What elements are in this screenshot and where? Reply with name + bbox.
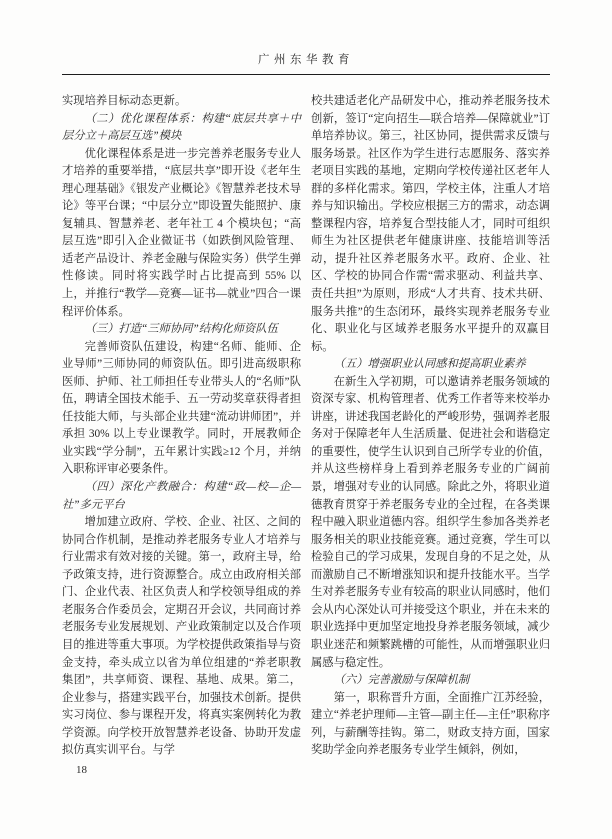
right-column bbox=[311, 93, 550, 760]
paragraph: 完善师资队伍建设，构建“名师、能师、企业导师”三师协同的师资队伍。即引进高级职称医师、护师、社工师担任专业带头人的“名师”队伍，聘请全国技术能手、五一劳动奖章获得者担任技能大师，与头部企业共建“流动讲师团”，并承担 30% 以上专业课教学。同时，开展教师企业实践“学分制”，五年累计实践≥12 个月，并纳入职称评审必要条件。 bbox=[62, 340, 301, 476]
section-heading-5: （五）增强职业认同感和提高职业素养 bbox=[333, 358, 526, 371]
paragraph-continuation: 校共建适老化产品研发中心，推动养老服务技术创新，签订“定向招生—联合培养—保障就业”订单培养协议。第三，社区协同，提供需求反馈与服务场景。社区作为学生进行志愿服务、落实养老项目实践的基地，定期向学校传递社区老年人群的多样化需求。第四，学校主体，注重人才培养与知识输出。学校应根据三方的需求，动态调整课程内容，培养复合型技能人才，同时可组织师生为社区提供老年健康讲座、技能培训等活动，提升社区养老服务水平。政府、企业、社区、学校的协同合作需“需求驱动、利益共享、责任共担”为原则，形成“人才共育、技术共研、服务共推”的生态闭环，最终实现养老服务专业化、职业化与区域养老服务水平提升的双赢目标。 bbox=[311, 95, 550, 353]
paragraph: 优化课程体系是进一步完善养老服务专业人才培养的重要举措，“底层共享”即开设《老年生理心理基础》《银发产业概论》《智慧养老技术导论》等平台课；“中层分立”即设置失能照护、康复辅具、智慧养老、老年社工 4 个模块包；“高层互选”即引入企业微证书（如跌倒风险管理、适老产品设计、养老金融与保险实务）供学生弹性修读。同时将实践学时占比提高到 55% 以上，并推行“教学—竞赛—证书—就业”四合一课程评价体系。 bbox=[62, 147, 301, 318]
left-column bbox=[62, 93, 301, 760]
page-number: 18 bbox=[76, 764, 87, 776]
section-heading-2: （二）优化课程体系：构建“底层共享＋中层分立＋高层互选”模块 bbox=[62, 112, 301, 143]
page-header-title: 广州东华教育 bbox=[258, 54, 354, 66]
paragraph: 增加建立政府、学校、企业、社区、之间的协同合作机制，是推动养老服务专业人才培养与行业需求有效对接的关键。第一，政府主导，给予政策支持，进行资源整合。成立由政府相关部门、企业代表、社区负责人和学校领导组成的养老服务合作委员会，定期召开会议，共同商讨养老服务专业发展规划、产业政策制定以及合作项目的推进等重大事项。为学校提供政策指导与资金支持，牵头成立以省为单位组建的“养老职教集团”，共享师资、课程、基地、成果。第二，企业参与，搭建实践平台，加强技术创新。提供实习岗位、参与课程开发，将真实案例转化为教学资源。向学校开放智慧养老设备、协助开发虚拟仿真实训平台。与学 bbox=[62, 516, 301, 757]
section-heading-6: （六）完善激励与保障机制 bbox=[333, 674, 470, 687]
paragraph: 第一，职称晋升方面，全面推广江苏经验，建立“养老护理师—主管—副主任—主任”职称序列，与薪酬等挂钩。第二，财政支持方面，国家奖助学金向养老服务专业学生倾斜，例如， bbox=[311, 691, 550, 757]
header-divider-rule bbox=[62, 74, 550, 75]
page-body bbox=[62, 93, 550, 760]
paragraph: 在新生入学初期，可以邀请养老服务领域的资深专家、机构管理者、优秀工作者等来校举办讲座，讲述我国老龄化的严峻形势，强调养老服务对于保障老年人生活质量、促进社会和谐稳定的重要性，使学生认识到自己所学专业的价值，并从这些榜样身上看到养老服务专业的广阔前景，增强对专业的认同感。除此之外，将职业道德教育贯穿于养老服务专业的全过程，在各类课程中融入职业道德内容。组织学生参加各类养老服务相关的职业技能竞赛。通过竞赛，学生可以检验自己的学习成果，发现自身的不足之处，从而激励自己不断增涨知识和提升技能水平。当学生对养老服务专业有较高的职业认同感时，他们会从内心深处认可并接受这个职业，并在未来的职业选择中更加坚定地投身养老服务领域，减少职业迷茫和频繁跳槽的可能性，从而增强职业归属感与稳定性。 bbox=[311, 375, 550, 669]
section-heading-3: （三）打造“三师协同”结构化师资队伍 bbox=[84, 323, 278, 336]
paragraph-continuation: 实现培养目标动态更新。 bbox=[62, 95, 187, 107]
section-heading-4: （四）深化产教融合：构建“政—校—企—社”多元平台 bbox=[62, 481, 301, 511]
